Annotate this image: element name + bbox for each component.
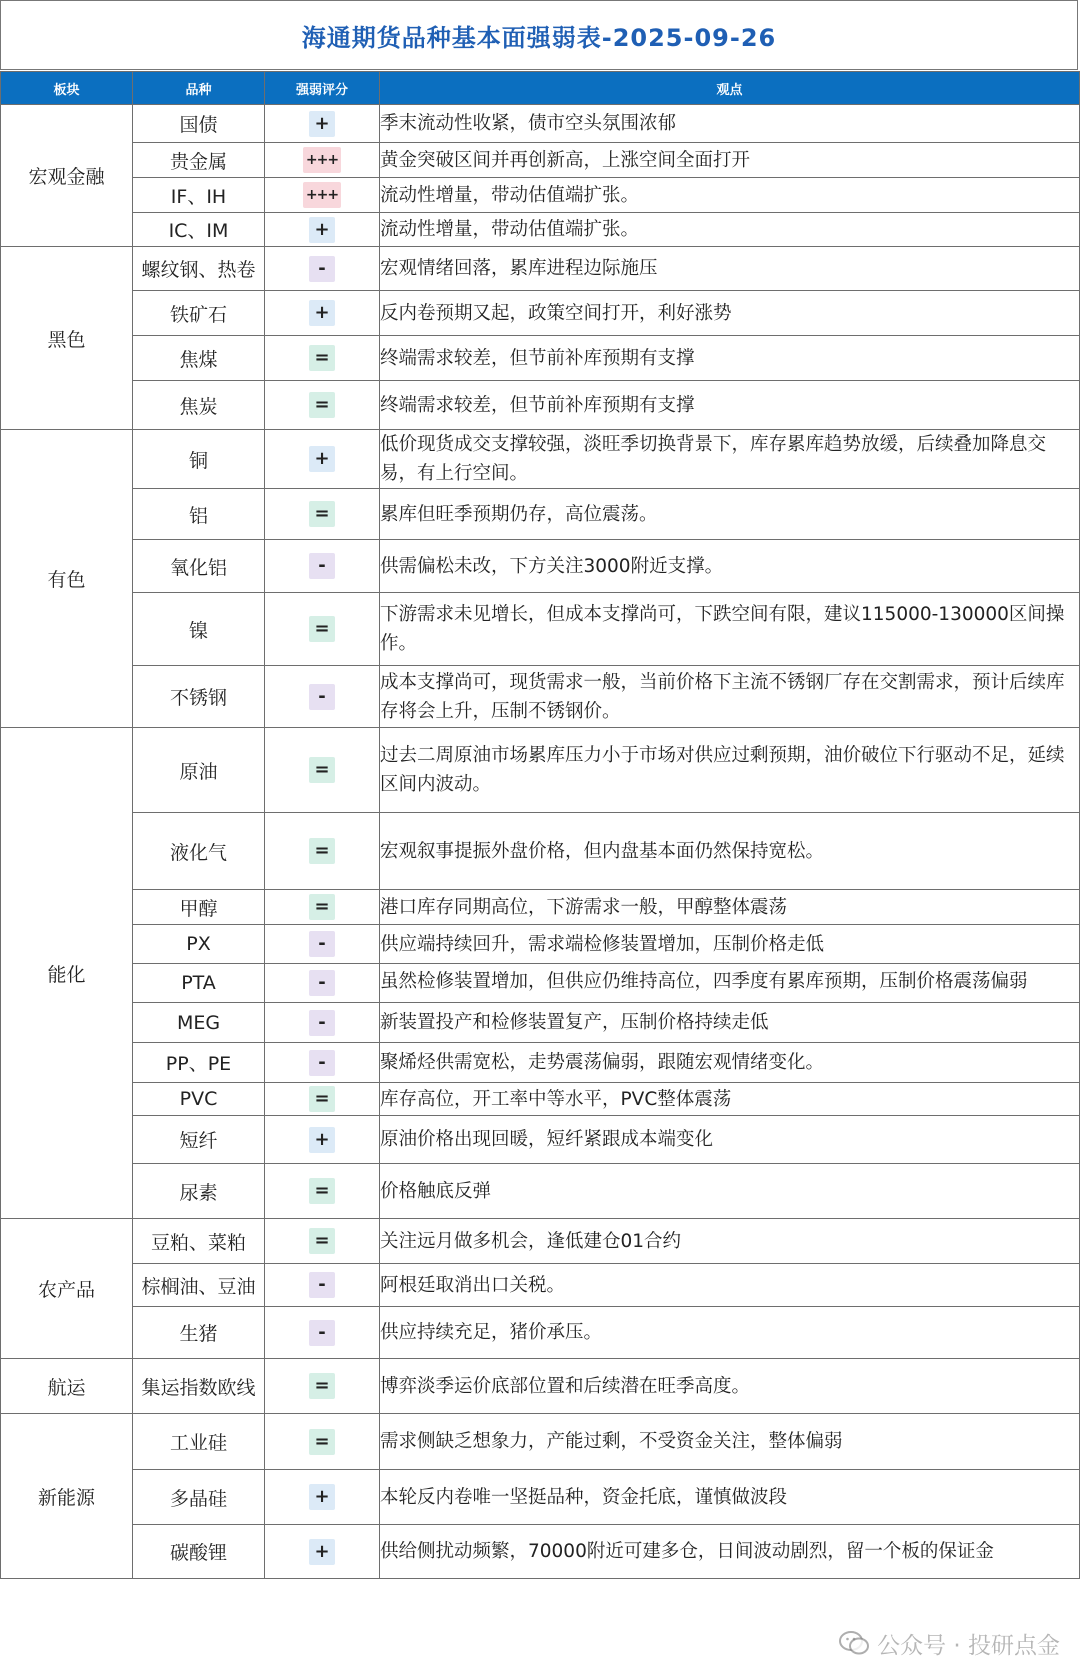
variety-cell: IC、IM <box>133 213 265 247</box>
view-cell <box>380 964 1080 1003</box>
table-row <box>1 1003 1080 1043</box>
table-row <box>1 213 1080 247</box>
score-cell <box>265 1219 380 1264</box>
variety-cell: 氧化铝 <box>133 540 265 593</box>
score-cell <box>265 1164 380 1219</box>
score-badge: = <box>309 1373 335 1399</box>
score-badge: +++ <box>303 182 341 208</box>
table-row <box>1 1307 1080 1359</box>
variety-cell: 生猪 <box>133 1307 265 1359</box>
score-cell <box>265 1525 380 1579</box>
view-text: 虽然检修装置增加，但供应仍维持高位，四季度有累库预期，压制价格震荡偏弱 <box>380 971 1028 992</box>
score-badge: - <box>309 684 335 710</box>
score-cell <box>265 1264 380 1307</box>
table-row <box>1 540 1080 593</box>
strength-table <box>0 71 1080 1579</box>
score-cell <box>265 1470 380 1525</box>
score-badge: - <box>309 256 335 282</box>
table-row <box>1 430 1080 489</box>
table-row <box>1 105 1080 143</box>
table-row <box>1 1116 1080 1164</box>
variety-cell: 螺纹钢、热卷 <box>133 247 265 291</box>
view-cell: 供应持续充足，猪价承压。 <box>380 1307 1080 1359</box>
table-row <box>1 1414 1080 1470</box>
view-cell: 过去二周原油市场累库压力小于市场对供应过剩预期，油价破位下行驱动不足，延续区间内波动。 <box>380 728 1080 813</box>
variety-cell: 镍 <box>133 593 265 666</box>
sector-cell: 新能源 <box>1 1414 133 1579</box>
view-cell: 供给侧扰动频繁，70000附近可建多仓，日间波动剧烈，留一个板的保证金 <box>380 1525 1080 1579</box>
variety-cell: PX <box>133 925 265 964</box>
variety-cell: 液化气 <box>133 813 265 890</box>
view-cell: 宏观情绪回落，累库进程边际施压 <box>380 247 1080 291</box>
variety-cell: 铜 <box>133 430 265 489</box>
variety-cell: 焦炭 <box>133 381 265 430</box>
score-cell <box>265 1414 380 1470</box>
view-cell: 反内卷预期又起，政策空间打开，利好涨势 <box>380 291 1080 336</box>
score-cell <box>265 1043 380 1083</box>
table-row <box>1 1525 1080 1579</box>
score-cell <box>265 213 380 247</box>
table-row <box>1 1164 1080 1219</box>
score-cell <box>265 489 380 540</box>
score-cell <box>265 1083 380 1116</box>
score-cell <box>265 728 380 813</box>
table-row <box>1 1043 1080 1083</box>
variety-cell: 铁矿石 <box>133 291 265 336</box>
table-row <box>1 1359 1080 1414</box>
table-row <box>1 489 1080 540</box>
view-cell: 需求侧缺乏想象力，产能过剩，不受资金关注，整体偏弱 <box>380 1414 1080 1470</box>
score-badge: + <box>309 446 335 472</box>
score-cell <box>265 593 380 666</box>
variety-cell: 铝 <box>133 489 265 540</box>
score-badge: = <box>309 838 335 864</box>
view-cell: 黄金突破区间并再创新高，上涨空间全面打开 <box>380 143 1080 178</box>
score-cell <box>265 430 380 489</box>
score-cell <box>265 336 380 381</box>
table-row <box>1 593 1080 666</box>
sector-cell: 农产品 <box>1 1219 133 1359</box>
variety-cell: IF、IH <box>133 178 265 213</box>
score-badge: + <box>309 1484 335 1510</box>
score-badge: = <box>309 757 335 783</box>
variety-cell: 原油 <box>133 728 265 813</box>
variety-cell: PVC <box>133 1083 265 1116</box>
view-cell: 季末流动性收紧，债市空头氛围浓郁 <box>380 105 1080 143</box>
sector-cell: 能化 <box>1 728 133 1219</box>
score-cell <box>265 1307 380 1359</box>
score-cell <box>265 890 380 925</box>
view-cell: 下游需求未见增长，但成本支撑尚可，下跌空间有限，建议115000-130000区间操作。 <box>380 593 1080 666</box>
header-view: 观点 <box>380 72 1080 105</box>
score-badge: - <box>309 1320 335 1346</box>
watermark-text: 公众号 · 投研点金 <box>877 1632 1060 1659</box>
header-variety: 品种 <box>133 72 265 105</box>
table-row <box>1 381 1080 430</box>
watermark <box>839 1625 1060 1661</box>
variety-cell: 豆粕、菜粕 <box>133 1219 265 1264</box>
view-cell: 聚烯烃供需宽松，走势震荡偏弱，跟随宏观情绪变化。 <box>380 1043 1080 1083</box>
view-cell: 港口库存同期高位，下游需求一般，甲醇整体震荡 <box>380 890 1080 925</box>
score-badge: - <box>309 1010 335 1036</box>
header-sector: 板块 <box>1 72 133 105</box>
sector-cell: 黑色 <box>1 247 133 430</box>
view-cell: 低价现货成交支撑较强，淡旺季切换背景下，库存累库趋势放缓，后续叠加降息交易，有上行空间。 <box>380 430 1080 489</box>
view-cell: 流动性增量，带动估值端扩张。 <box>380 178 1080 213</box>
variety-cell: 工业硅 <box>133 1414 265 1470</box>
view-cell: 供应端持续回升，需求端检修装置增加，压制价格走低 <box>380 925 1080 964</box>
view-cell: 流动性增量，带动估值端扩张。 <box>380 213 1080 247</box>
table-row <box>1 964 1080 1003</box>
sector-cell: 宏观金融 <box>1 105 133 247</box>
variety-cell: 不锈钢 <box>133 666 265 728</box>
score-badge: = <box>309 1086 335 1112</box>
view-cell: 成本支撑尚可，现货需求一般，当前价格下主流不锈钢厂存在交割需求，预计后续库存将会上升，压制不锈钢价。 <box>380 666 1080 728</box>
variety-cell: 尿素 <box>133 1164 265 1219</box>
variety-cell: PP、PE <box>133 1043 265 1083</box>
score-cell <box>265 964 380 1003</box>
score-cell <box>265 291 380 336</box>
score-badge: = <box>309 616 335 642</box>
variety-cell: 集运指数欧线 <box>133 1359 265 1414</box>
view-cell: 本轮反内卷唯一坚挺品种，资金托底，谨慎做波段 <box>380 1470 1080 1525</box>
table-row <box>1 1219 1080 1264</box>
table-row <box>1 336 1080 381</box>
variety-cell: 贵金属 <box>133 143 265 178</box>
score-cell <box>265 381 380 430</box>
score-cell <box>265 1003 380 1043</box>
score-badge: - <box>309 931 335 957</box>
score-cell <box>265 540 380 593</box>
table-row <box>1 291 1080 336</box>
variety-cell: 甲醇 <box>133 890 265 925</box>
table-row <box>1 247 1080 291</box>
table-row <box>1 143 1080 178</box>
view-cell: 原油价格出现回暖，短纤紧跟成本端变化 <box>380 1116 1080 1164</box>
view-cell: 博弈淡季运价底部位置和后续潜在旺季高度。 <box>380 1359 1080 1414</box>
score-badge: + <box>309 1539 335 1565</box>
view-cell: 库存高位，开工率中等水平，PVC整体震荡 <box>380 1083 1080 1116</box>
table-title: 海通期货品种基本面强弱表-2025-09-26 <box>0 0 1078 70</box>
table-row <box>1 1083 1080 1116</box>
score-cell <box>265 666 380 728</box>
score-badge: = <box>309 501 335 527</box>
wechat-icon <box>839 1630 869 1656</box>
table-row <box>1 178 1080 213</box>
score-badge: = <box>309 1228 335 1254</box>
variety-cell: 焦煤 <box>133 336 265 381</box>
variety-cell: 碳酸锂 <box>133 1525 265 1579</box>
table-row <box>1 890 1080 925</box>
score-badge: + <box>309 1127 335 1153</box>
view-cell: 新装置投产和检修装置复产，压制价格持续走低 <box>380 1003 1080 1043</box>
score-cell <box>265 813 380 890</box>
score-cell <box>265 1359 380 1414</box>
table-row <box>1 925 1080 964</box>
score-cell <box>265 143 380 178</box>
score-cell <box>265 105 380 143</box>
variety-cell: PTA <box>133 964 265 1003</box>
score-badge: + <box>309 300 335 326</box>
score-badge: - <box>309 1050 335 1076</box>
view-cell: 宏观叙事提振外盘价格，但内盘基本面仍然保持宽松。 <box>380 813 1080 890</box>
score-cell <box>265 247 380 291</box>
view-cell: 累库但旺季预期仍存，高位震荡。 <box>380 489 1080 540</box>
score-cell <box>265 1116 380 1164</box>
table-row <box>1 813 1080 890</box>
variety-cell: 棕榈油、豆油 <box>133 1264 265 1307</box>
sector-cell: 航运 <box>1 1359 133 1414</box>
header-score: 强弱评分 <box>265 72 380 105</box>
table-row <box>1 1470 1080 1525</box>
sector-cell: 有色 <box>1 430 133 728</box>
table-row <box>1 1264 1080 1307</box>
score-cell <box>265 178 380 213</box>
score-badge: = <box>309 345 335 371</box>
view-cell: 关注远月做多机会，逢低建仓01合约 <box>380 1219 1080 1264</box>
variety-cell: 短纤 <box>133 1116 265 1164</box>
score-badge: + <box>309 111 335 137</box>
variety-cell: 多晶硅 <box>133 1470 265 1525</box>
header-row <box>1 72 1080 105</box>
variety-cell: MEG <box>133 1003 265 1043</box>
table-row <box>1 666 1080 728</box>
score-badge: - <box>309 970 335 996</box>
score-badge: + <box>309 217 335 243</box>
table-row <box>1 728 1080 813</box>
score-badge: - <box>309 1272 335 1298</box>
variety-cell: 国债 <box>133 105 265 143</box>
score-badge: = <box>309 894 335 920</box>
view-cell: 终端需求较差，但节前补库预期有支撑 <box>380 381 1080 430</box>
view-cell: 价格触底反弹 <box>380 1164 1080 1219</box>
view-cell: 供需偏松未改，下方关注3000附近支撑。 <box>380 540 1080 593</box>
view-cell: 终端需求较差，但节前补库预期有支撑 <box>380 336 1080 381</box>
view-cell: 阿根廷取消出口关税。 <box>380 1264 1080 1307</box>
score-badge: = <box>309 1178 335 1204</box>
score-badge: = <box>309 1429 335 1455</box>
score-cell <box>265 925 380 964</box>
score-badge: = <box>309 392 335 418</box>
score-badge: - <box>309 553 335 579</box>
score-badge: +++ <box>303 147 341 173</box>
